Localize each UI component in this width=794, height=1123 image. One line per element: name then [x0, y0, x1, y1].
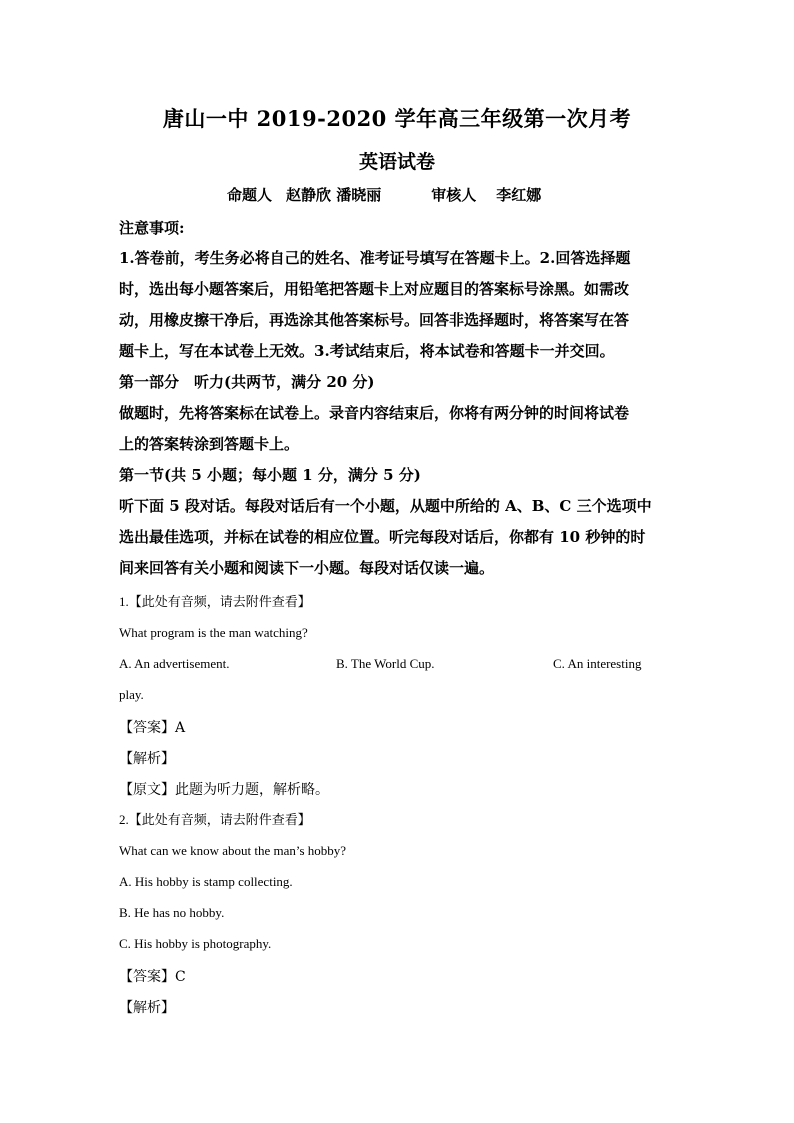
- part1-instruction: 做题时，先将答案标在试卷上。录音内容结束后，你将有两分钟的时间将试卷: [119, 404, 630, 422]
- setter-label: 命题人: [227, 186, 273, 204]
- answer-label: 【答案】C: [119, 969, 186, 985]
- option-c: C. His hobby is photography.: [119, 936, 272, 951]
- question-stem: What program is the man watching?: [119, 625, 308, 640]
- reviewer-name: 李红娜: [496, 186, 542, 204]
- notice-heading: 注意事项:: [119, 219, 185, 237]
- part1-instruction: 上的答案转涂到答题卡上。: [119, 435, 300, 453]
- question-stem: What can we know about the man’s hobby?: [119, 843, 347, 858]
- option-c-wrap: play.: [119, 687, 144, 702]
- notice-line: 1.答卷前，考生务必将自己的姓名、准考证号填写在答题卡上。2.回答选择题: [119, 249, 631, 267]
- part1-heading: 第一部分 听力(共两节，满分 20 分): [119, 373, 375, 391]
- section1-instruction: 间来回答有关小题和阅读下一小题。每段对话仅读一遍。: [119, 559, 495, 577]
- analysis-label: 【解析】: [119, 751, 175, 767]
- question-header: 1.【此处有音频，请去附件查看】: [119, 594, 311, 609]
- section1-instruction: 选出最佳选项，并标在试卷的相应位置。听完每段对话后，你都有 10 秒钟的时: [119, 528, 646, 546]
- notice-line: 时，选出每小题答案后，用铅笔把答题卡上对应题目的答案标号涂黑。如需改: [119, 280, 630, 298]
- authors-line: [227, 184, 541, 205]
- setter-names: 赵静欣 潘晓丽: [286, 186, 382, 204]
- notice-line: 动，用橡皮擦干净后，再选涂其他答案标号。回答非选择题时，将答案写在答: [119, 311, 630, 329]
- option-a: A. An advertisement.: [119, 656, 230, 671]
- question-header: 2.【此处有音频，请去附件查看】: [119, 812, 311, 827]
- answer-label: 【答案】A: [119, 720, 186, 736]
- reviewer-label: 审核人: [431, 186, 477, 204]
- option-b: B. The World Cup.: [336, 656, 435, 671]
- section1-heading: 第一节(共 5 小题；每小题 1 分，满分 5 分): [119, 466, 421, 484]
- original-text: 【原文】此题为听力题，解析略。: [119, 782, 329, 798]
- option-a: A. His hobby is stamp collecting.: [119, 874, 293, 889]
- option-c: C. An interesting: [553, 656, 642, 671]
- option-b: B. He has no hobby.: [119, 905, 225, 920]
- analysis-label: 【解析】: [119, 1000, 175, 1016]
- section1-instruction: 听下面 5 段对话。每段对话后有一个小题，从题中所给的 A、B、C 三个选项中: [119, 497, 652, 515]
- exam-title: 唐山一中 2019-2020 学年高三年级第一次月考: [162, 106, 632, 131]
- exam-subtitle: 英语试卷: [358, 151, 435, 173]
- notice-line: 题卡上，写在本试卷上无效。3.考试结束后，将本试卷和答题卡一并交回。: [119, 342, 615, 360]
